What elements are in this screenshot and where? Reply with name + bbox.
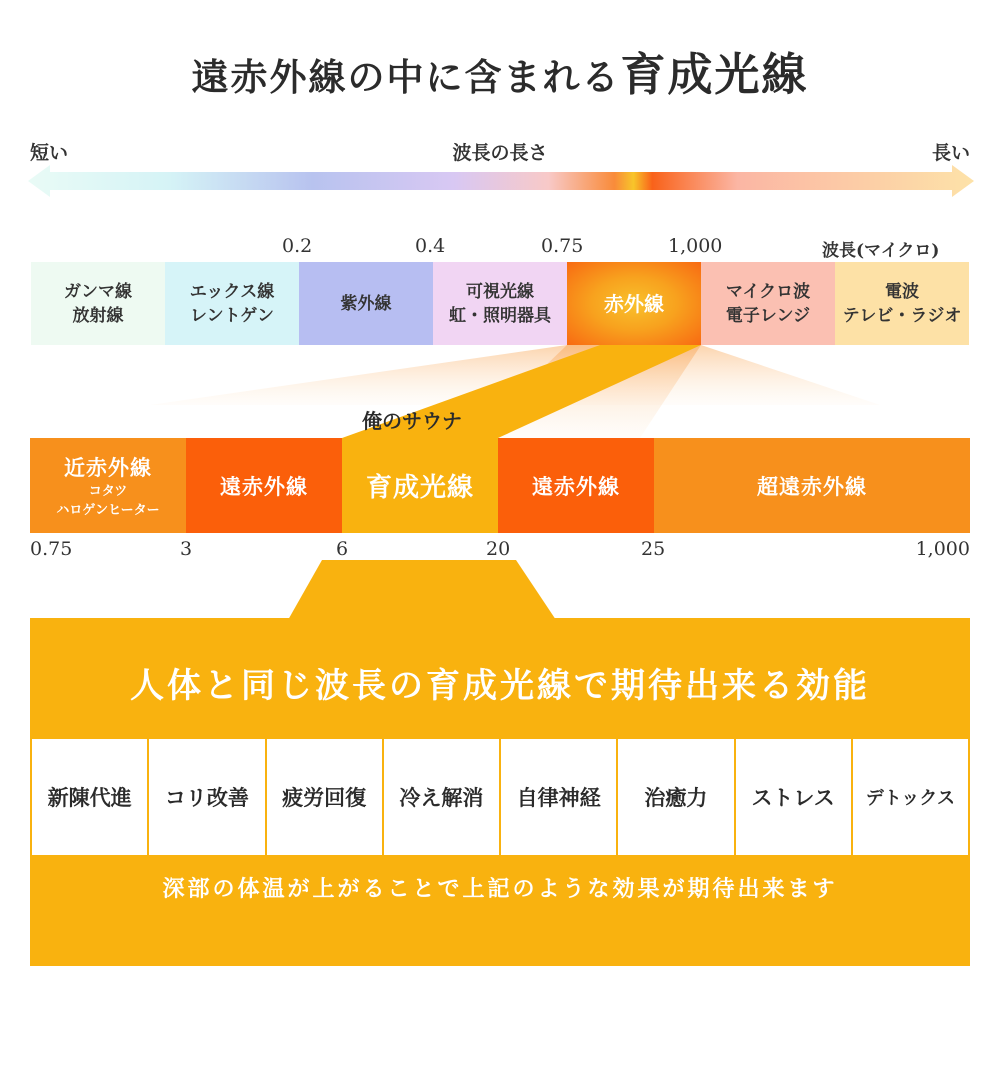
segment-tick: 20 (486, 538, 511, 560)
segment-label: 育成光線 (365, 473, 474, 503)
benefit-item: コリ改善 (149, 739, 264, 855)
band-label: 紫外線 (340, 293, 392, 314)
band-label: 可視光線 (466, 281, 534, 302)
long-label: 長い (931, 142, 970, 164)
segment-tick: 1,000 (915, 538, 970, 560)
wavelength-arrow (28, 164, 974, 198)
segment-tick: 25 (641, 538, 666, 560)
benefit-item: 自律神経 (501, 739, 616, 855)
spectrum-tick: 0.75 (541, 235, 584, 257)
benefit-item: デトックス (853, 739, 968, 855)
band-microwave (701, 262, 835, 345)
band-example: レントゲン (190, 305, 274, 326)
segment-ultra-far-infrared (654, 438, 970, 533)
benefit-item: 治癒力 (618, 739, 733, 855)
band-label: マイクロ波 (725, 281, 811, 302)
band-radio (835, 262, 969, 345)
segment-near-infrared (30, 438, 186, 533)
benefits-note: 深部の体温が上がることで上記のような効果が期待出来ます (162, 876, 838, 902)
spectrum-tick: 1,000 (668, 235, 723, 257)
segment-tick: 6 (336, 538, 349, 560)
sauna-label: 俺のサウナ (362, 409, 462, 433)
band-example: 放射線 (72, 305, 124, 326)
band-xray (165, 262, 299, 345)
infrared-rays (0, 345, 1000, 438)
short-label: 短い (30, 142, 69, 164)
spectrum-tick: 0.4 (415, 235, 446, 257)
title-main: 遠赤外線の中に含まれる (191, 55, 621, 99)
band-label: エックス線 (189, 281, 275, 302)
benefit-item: 冷え解消 (384, 739, 499, 855)
segment-label: 超遠赤外線 (757, 473, 867, 499)
segment-tick: 3 (180, 538, 193, 560)
benefits-list (32, 739, 968, 855)
wavelength-length-label: 波長の長さ (452, 142, 548, 164)
band-label: 電波 (885, 281, 919, 302)
spectrum-unit-label: 波長(マイクロ) (822, 241, 940, 261)
band-ultraviolet (299, 262, 433, 345)
band-label: ガンマ線 (64, 281, 132, 302)
segment-far-infrared-1 (186, 438, 342, 533)
segment-label: 遠赤外線 (532, 473, 620, 499)
band-infrared (567, 262, 701, 345)
benefit-item: ストレス (736, 739, 851, 855)
band-example: 虹・照明器具 (449, 305, 551, 326)
spectrum-tick: 0.2 (282, 235, 313, 257)
segment-tick: 0.75 (30, 538, 73, 560)
page-title (0, 38, 1000, 103)
title-emphasis: 育成光線 (620, 48, 809, 101)
band-label: 赤外線 (604, 291, 664, 316)
segment-example: ハロゲンヒーター (56, 502, 160, 518)
segment-example: コタツ (88, 483, 128, 499)
band-example: テレビ・ラジオ (842, 305, 962, 326)
benefit-item: 新陳代進 (32, 739, 147, 855)
benefit-item: 疲労回復 (267, 739, 382, 855)
band-gamma (31, 262, 165, 345)
segment-label: 遠赤外線 (220, 473, 308, 499)
segment-growth-ray (342, 438, 498, 533)
benefits-title: 人体と同じ波長の育成光線で期待出来る効能 (130, 666, 870, 706)
band-example: 電子レンジ (725, 305, 811, 326)
callout-pointer (0, 560, 1000, 620)
band-visible (433, 262, 567, 345)
segment-far-infrared-2 (498, 438, 654, 533)
segment-label: 近赤外線 (64, 454, 152, 480)
